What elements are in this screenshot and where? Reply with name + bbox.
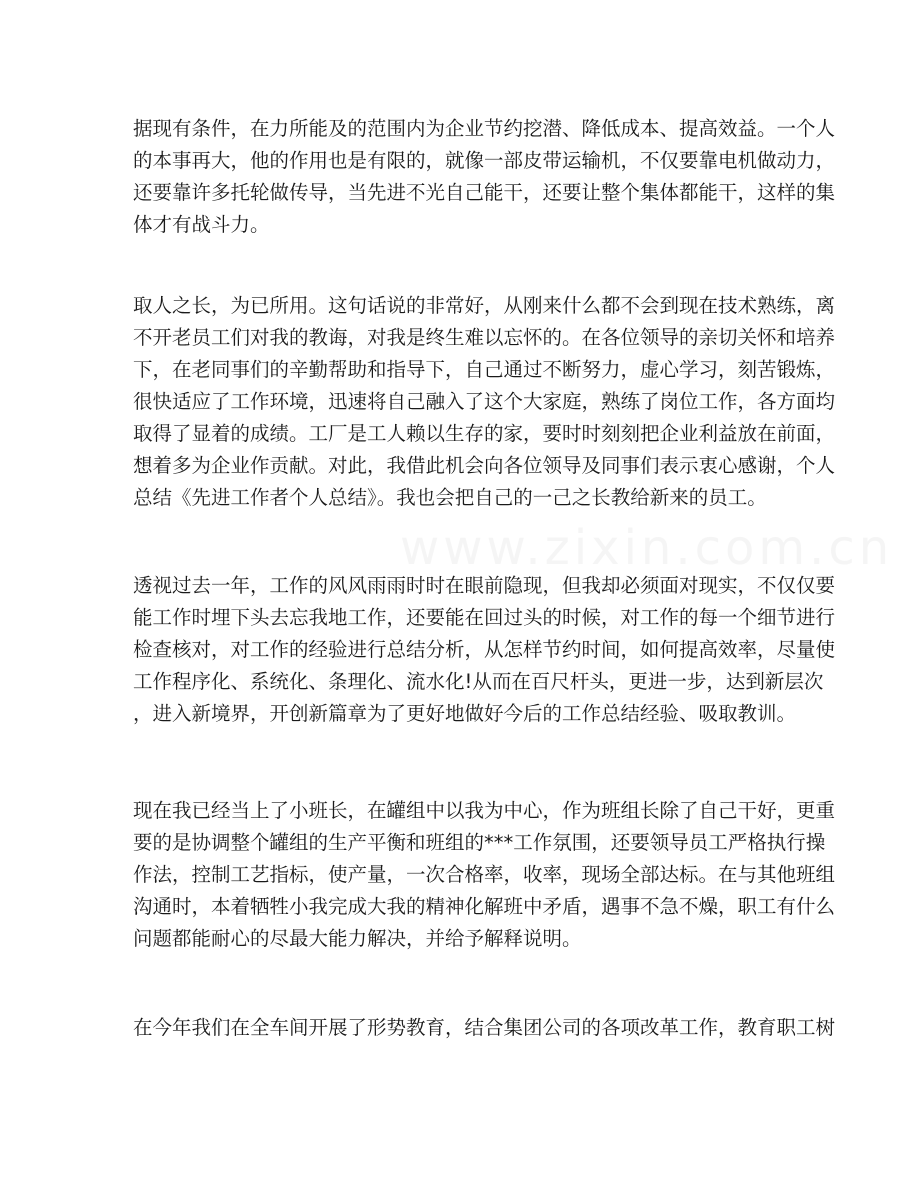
watermark: www.zixin.com.cn (400, 520, 894, 576)
text-line: 还要靠许多托轮做传导，当先进不光自己能干，还要让整个集体都能干，这样的集 (133, 181, 836, 204)
paragraph-5 (133, 1012, 836, 1044)
text-line: 现在我已经当上了小班长，在罐组中以我为中心，作为班组长除了自己干好，更重 (133, 799, 836, 822)
text-line: 取得了显着的成绩。工厂是工人赖以生存的家，要时时刻刻把企业利益放在前面， (133, 422, 836, 445)
text-line: 工作程序化、系统化、条理化、流水化!从而在百尺杆头，更进一步，达到新层次 (133, 670, 824, 693)
text-line: 透视过去一年，工作的风风雨雨时时在眼前隐现，但我却必须面对现实，不仅仅要 (133, 574, 836, 597)
text-line: 据现有条件，在力所能及的范围内为企业节约挖潜、降低成本、提高效益。一个人 (133, 117, 836, 140)
text-line: 要的是协调整个罐组的生产平衡和班组的***工作氛围，还要领导员工严格执行操 (133, 831, 826, 854)
text-line: 能工作时埋下头去忘我地工作，还要能在回过头的时候，对工作的每一个细节进行 (133, 606, 836, 629)
text-line: 很快适应了工作环境，迅速将自己融入了这个大家庭，熟练了岗位工作，各方面均 (133, 390, 836, 413)
paragraph-3 (133, 570, 836, 730)
text-line: 的本事再大，他的作用也是有限的，就像一部皮带运输机，不仅要靠电机做动力， (133, 149, 836, 172)
text-line: ，进入新境界，开创新篇章为了更好地做好今后的工作总结经验、吸取教训。 (133, 702, 797, 725)
text-line: 总结《先进工作者个人总结》。我也会把自己的一己之长教给新来的员工。 (133, 486, 767, 509)
text-line: 取人之长，为已所用。这句话说的非常好，从刚来什么都不会到现在技术熟练，离 (133, 294, 836, 317)
text-line: 想着多为企业作贡献。对此，我借此机会向各位领导及同事们表示衷心感谢，个人 (133, 454, 836, 477)
paragraph-1 (133, 113, 836, 241)
text-line: 检查核对，对工作的经验进行总结分析，从怎样节约时间，如何提高效率，尽量使 (133, 638, 836, 661)
text-line: 在今年我们在全车间开展了形势教育，结合集团公司的各项改革工作，教育职工树 (133, 1016, 836, 1039)
paragraph-4 (133, 795, 836, 955)
text-line: 问题都能耐心的尽最大能力解决，并给予解释说明。 (133, 927, 582, 950)
text-line: 沟通时，本着牺牲小我完成大我的精神化解班中矛盾，遇事不急不燥，职工有什么 (133, 895, 836, 918)
text-line: 下，在老同事们的辛勤帮助和指导下，自己通过不断努力，虚心学习，刻苦锻炼， (133, 358, 836, 381)
text-line: 不开老员工们对我的教诲，对我是终生难以忘怀的。在各位领导的亲切关怀和培养 (133, 326, 836, 349)
paragraph-2 (133, 290, 836, 514)
text-line: 作法，控制工艺指标，使产量，一次合格率，收率，现场全部达标。在与其他班组 (133, 863, 836, 886)
text-line: 体才有战斗力。 (133, 213, 270, 236)
